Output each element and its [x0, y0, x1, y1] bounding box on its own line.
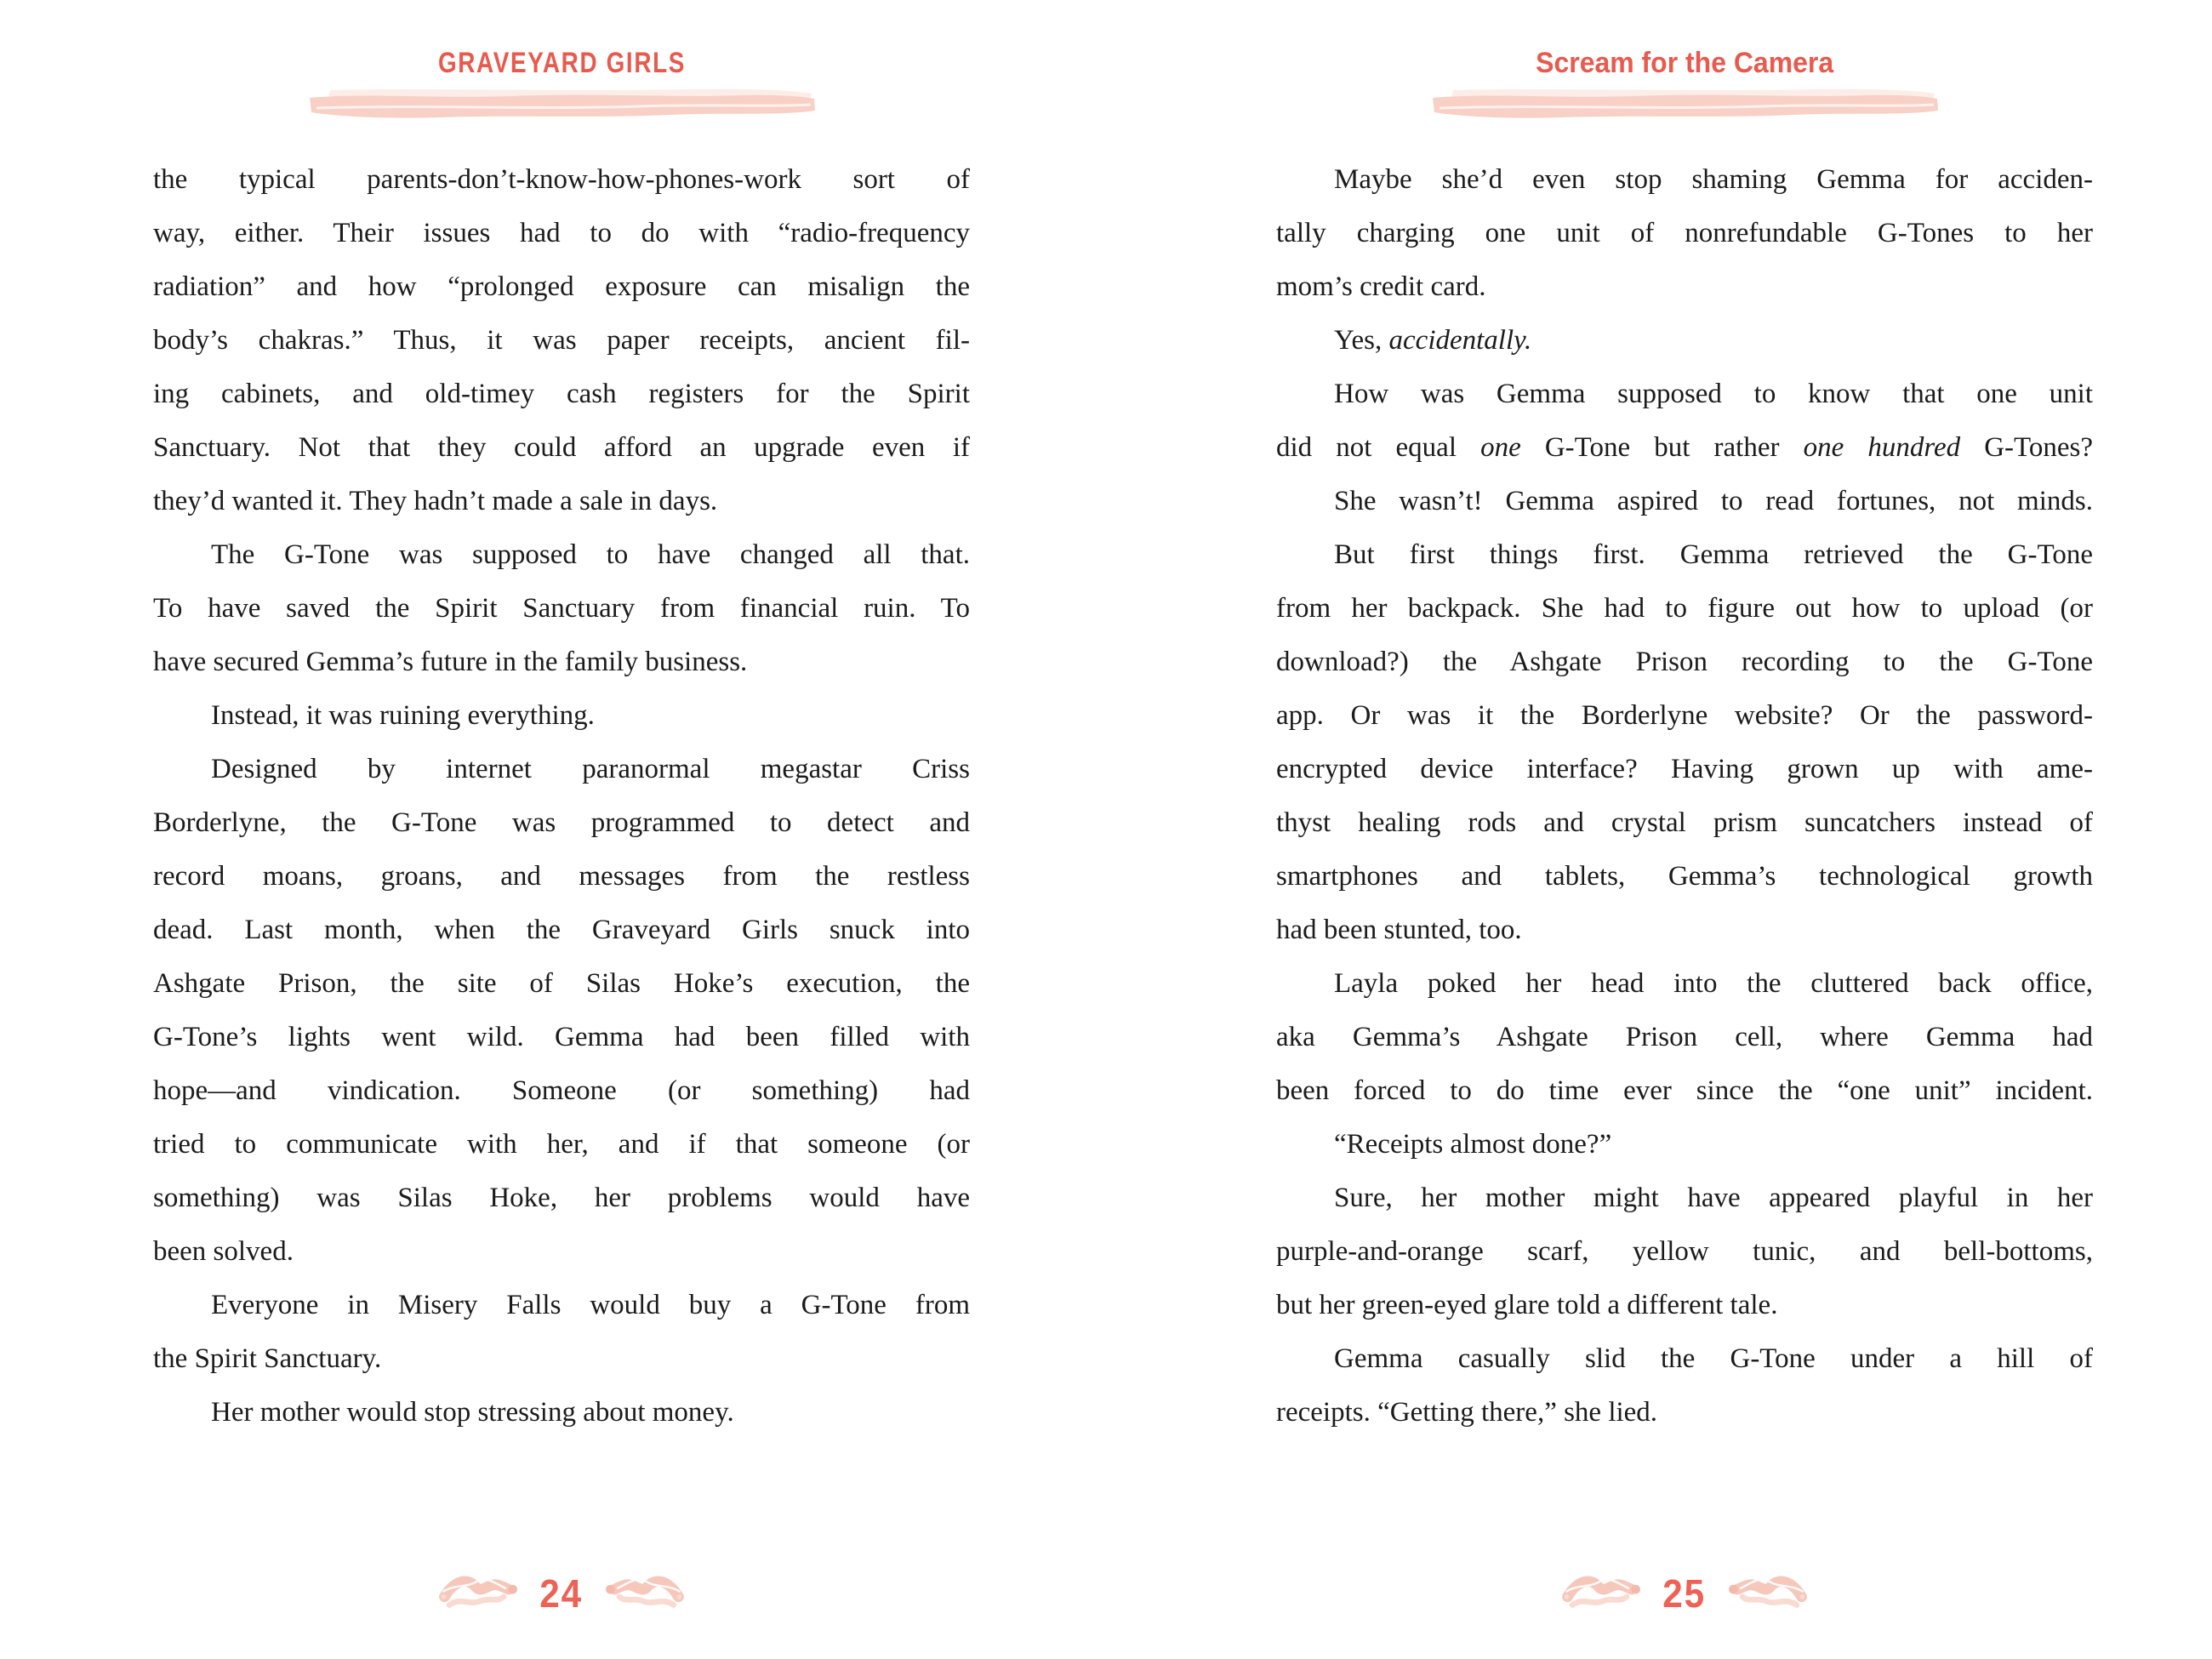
text-line: [153, 260, 970, 314]
text-line: [1276, 1064, 2093, 1118]
text-line: [153, 475, 970, 528]
brush-stroke-icon: [1428, 87, 1941, 126]
page-number: 25: [1662, 1571, 1707, 1616]
text-segment: To have saved the Spirit Sanctuary from financial ruin. To: [153, 593, 970, 624]
text-segment: been forced to do time ever since the “one unit” incident.: [1276, 1075, 2093, 1106]
text-line: [1276, 1225, 2093, 1279]
text-line: [153, 421, 970, 475]
text-line: [153, 1118, 970, 1172]
page-footer-left: [153, 1569, 970, 1618]
text-segment: Her mother would stop stressing about money.: [211, 1397, 734, 1428]
text-line: [153, 153, 970, 207]
text-segment: Yes,: [1334, 325, 1389, 356]
text-segment: smartphones and tablets, Gemma’s technological growth: [1276, 861, 2093, 892]
text-segment: download?) the Ashgate Prison recording to the G-Tone: [1276, 647, 2093, 677]
text-segment: receipts. “Getting there,” she lied.: [1276, 1397, 1658, 1428]
text-line: [1276, 850, 2093, 904]
text-segment: tally charging one unit of nonrefundable G-Tones to her: [1276, 218, 2093, 248]
text-line: [1276, 421, 2093, 475]
text-segment: encrypted device interface? Having grown up with ame-: [1276, 754, 2093, 784]
text-line: [153, 1225, 970, 1279]
text-line: [1276, 582, 2093, 636]
text-line: [153, 850, 970, 904]
text-line: [153, 1172, 970, 1225]
text-segment: But first things first. Gemma retrieved the G-Tone: [1334, 539, 2093, 570]
text-segment: ing cabinets, and old-timey cash registers for the Spirit: [153, 379, 970, 409]
text-segment: been solved.: [153, 1236, 294, 1267]
text-segment: The G-Tone was supposed to have changed all that.: [211, 539, 970, 570]
text-line: [153, 1011, 970, 1064]
text-segment: the typical parents-don’t-know-how-phones-work sort of: [153, 164, 970, 195]
text-segment: Maybe she’d even stop shaming Gemma for acciden-: [1334, 164, 2093, 195]
text-segment: have secured Gemma’s future in the family business.: [153, 647, 748, 677]
text-line: [153, 207, 970, 260]
italic-text: accidentally.: [1388, 325, 1532, 356]
text-line: [1276, 1386, 2093, 1440]
text-segment: hope—and vindication. Someone (or something) had: [153, 1075, 970, 1106]
text-line: [1276, 475, 2093, 528]
text-line: [153, 957, 970, 1011]
right-text-column: [1276, 0, 2093, 1659]
text-line: [1276, 1011, 2093, 1064]
text-line: [1276, 207, 2093, 260]
text-line: [153, 528, 970, 582]
text-line: [153, 904, 970, 957]
italic-text: one: [1480, 432, 1521, 463]
text-line: [153, 582, 970, 636]
text-segment: but her green-eyed glare told a different tale.: [1276, 1290, 1778, 1320]
text-line: [153, 1064, 970, 1118]
swirl-flourish-icon: [602, 1569, 686, 1618]
text-line: [1276, 314, 2093, 368]
text-line: [153, 796, 970, 850]
text-line: [1276, 1332, 2093, 1386]
text-segment: they’d wanted it. They hadn’t made a sale in days.: [153, 486, 718, 516]
text-line: [1276, 1279, 2093, 1332]
swirl-flourish-icon: [1560, 1569, 1644, 1618]
page-footer-right: [1276, 1569, 2093, 1618]
text-line: [153, 314, 970, 368]
text-line: [1276, 153, 2093, 207]
text-segment: Layla poked her head into the cluttered back office,: [1334, 968, 2093, 999]
brush-stroke-icon: [305, 87, 818, 126]
text-line: [1276, 904, 2093, 957]
text-segment: radiation” and how “prolonged exposure can misalign the: [153, 271, 970, 302]
text-segment: purple-and-orange scarf, yellow tunic, and bell-bottoms,: [1276, 1236, 2093, 1267]
text-line: [1276, 260, 2093, 314]
text-segment: She wasn’t! Gemma aspired to read fortunes, not minds.: [1334, 486, 2093, 516]
left-text-column: [153, 0, 970, 1659]
text-line: [1276, 1118, 2093, 1172]
text-segment: had been stunted, too.: [1276, 915, 1522, 945]
text-line: [153, 368, 970, 421]
text-line: [1276, 528, 2093, 582]
swirl-flourish-icon: [437, 1569, 521, 1618]
text-line: [1276, 368, 2093, 421]
text-segment: Ashgate Prison, the site of Silas Hoke’s execution, the: [153, 968, 970, 999]
text-segment: dead. Last month, when the Graveyard Girls snuck into: [153, 915, 970, 945]
text-segment: Gemma casually slid the G-Tone under a hill of: [1334, 1343, 2093, 1374]
text-line: [153, 1332, 970, 1386]
text-segment: G-Tone but rather: [1520, 432, 1804, 463]
right-page: [1106, 0, 2212, 1659]
body-text-right: [1276, 153, 2093, 1440]
swirl-flourish-icon: [1725, 1569, 1809, 1618]
running-head-label: GRAVEYARD GIRLS: [437, 47, 686, 79]
text-segment: the Spirit Sanctuary.: [153, 1343, 382, 1374]
text-segment: thyst healing rods and crystal prism suncatchers instead of: [1276, 807, 2093, 838]
text-segment: Everyone in Misery Falls would buy a G-Tone from: [211, 1290, 970, 1320]
text-segment: G-Tones?: [1960, 432, 2093, 463]
text-segment: Borderlyne, the G-Tone was programmed to detect and: [153, 807, 970, 838]
running-head-book-title: [1276, 48, 2093, 78]
running-head-label: Scream for the Camera: [1536, 47, 1833, 79]
text-segment: body’s chakras.” Thus, it was paper receipts, ancient fil-: [153, 325, 970, 356]
body-text-left: [153, 153, 970, 1440]
text-line: [153, 636, 970, 689]
text-line: [1276, 743, 2093, 796]
text-segment: Sure, her mother might have appeared playful in her: [1334, 1183, 2093, 1213]
text-segment: way, either. Their issues had to do with “radio-frequency: [153, 218, 970, 248]
text-segment: Instead, it was ruining everything.: [211, 700, 595, 731]
text-line: [153, 1386, 970, 1440]
italic-text: one hundred: [1803, 432, 1961, 463]
text-segment: did not equal: [1276, 432, 1481, 463]
running-head-series-title: [153, 48, 970, 78]
text-segment: aka Gemma’s Ashgate Prison cell, where Gemma had: [1276, 1022, 2093, 1052]
text-segment: “Receipts almost done?”: [1334, 1129, 1612, 1160]
text-line: [1276, 689, 2093, 743]
text-line: [1276, 636, 2093, 689]
text-line: [153, 743, 970, 796]
page-number: 24: [539, 1571, 584, 1616]
text-segment: something) was Silas Hoke, her problems would have: [153, 1183, 970, 1213]
text-line: [1276, 796, 2093, 850]
text-segment: G-Tone’s lights went wild. Gemma had been filled with: [153, 1022, 970, 1052]
text-segment: app. Or was it the Borderlyne website? Or the password-: [1276, 700, 2093, 731]
text-line: [1276, 957, 2093, 1011]
text-line: [1276, 1172, 2093, 1225]
text-segment: How was Gemma supposed to know that one unit: [1334, 379, 2093, 409]
text-segment: Sanctuary. Not that they could afford an upgrade even if: [153, 432, 970, 463]
text-line: [153, 1279, 970, 1332]
text-line: [153, 689, 970, 743]
text-segment: tried to communicate with her, and if that someone (or: [153, 1129, 970, 1160]
text-segment: from her backpack. She had to figure out how to upload (or: [1276, 593, 2093, 624]
text-segment: Designed by internet paranormal megastar Criss: [211, 754, 970, 784]
text-segment: record moans, groans, and messages from the restless: [153, 861, 970, 892]
text-segment: mom’s credit card.: [1276, 271, 1486, 302]
